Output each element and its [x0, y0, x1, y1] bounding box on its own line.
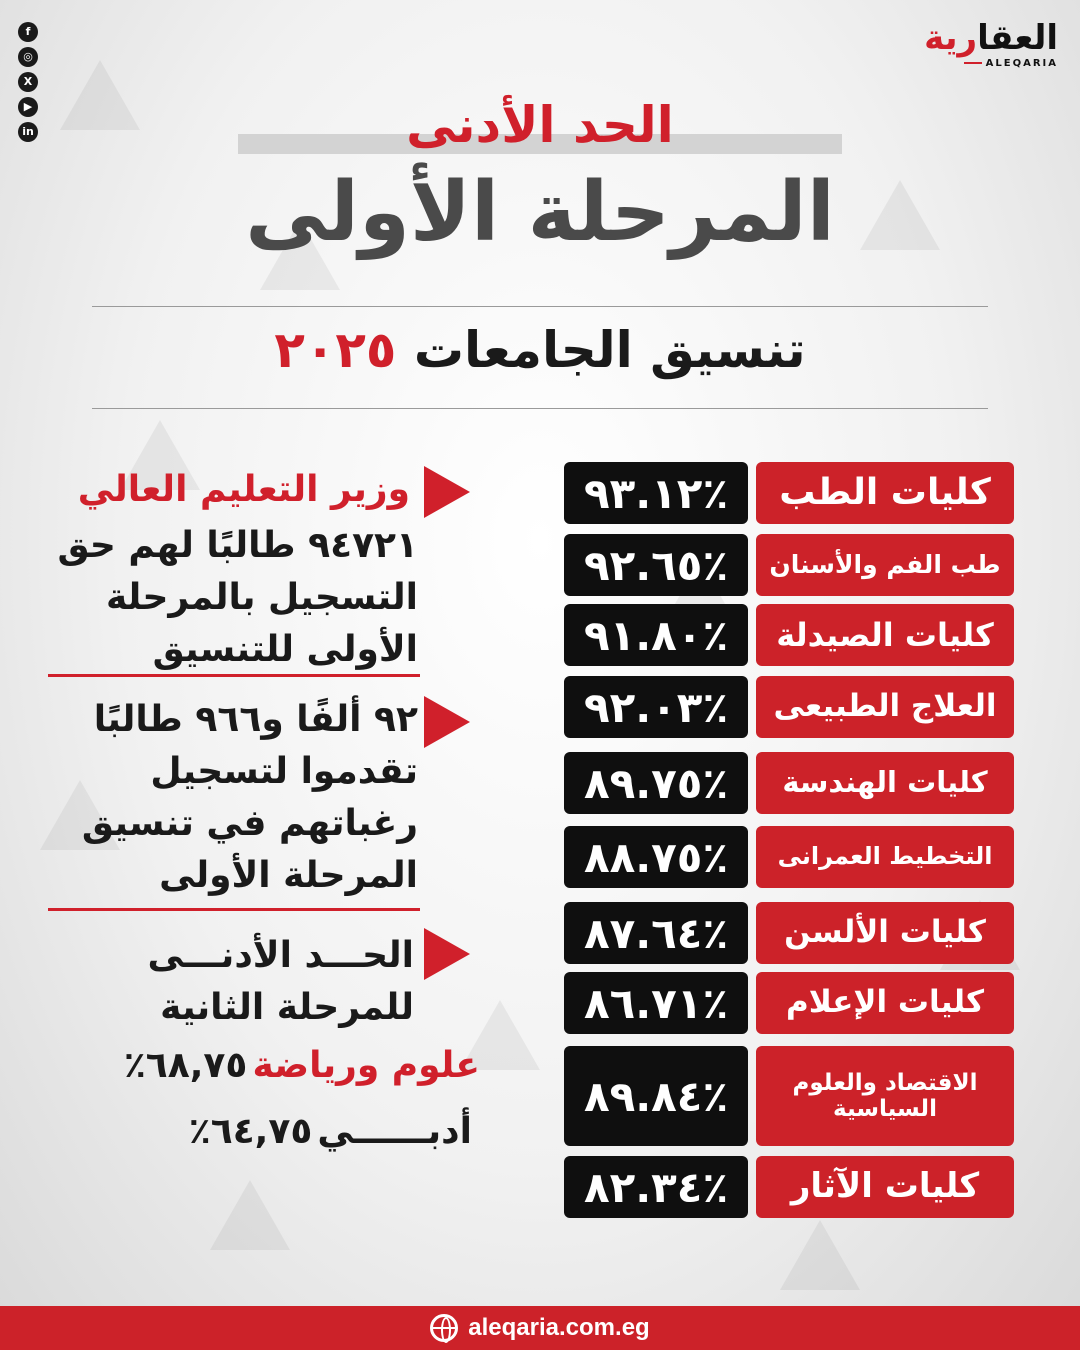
college-label: طب الفم والأسنان — [756, 534, 1014, 596]
percent-cell: ٪٨٦.٧١ — [564, 972, 748, 1034]
title-top: الحد الأدنى — [406, 96, 674, 154]
college-label: كليات الصيدلة — [756, 604, 1014, 666]
percent-cell: ٪٩٣.١٢ — [564, 462, 748, 524]
subtitle-year: ٢٠٢٥ — [274, 321, 397, 379]
college-label: كليات الهندسة — [756, 752, 1014, 814]
percent-cell: ٪٨٨.٧٥ — [564, 826, 748, 888]
college-label: التخطيط العمرانى — [756, 826, 1014, 888]
logo-text: العقا — [977, 18, 1058, 58]
college-label: كليات الألسن — [756, 902, 1014, 964]
footer-bar — [0, 1306, 1080, 1350]
college-label: كليات الآثار — [756, 1156, 1014, 1218]
applicants-note — [10, 694, 418, 902]
note-text: ٩٢ ألفًا و٩٦٦ طالبًا تقدموا لتسجيل رغباتهم في تنسيق المرحلة الأولى — [81, 699, 418, 896]
subtitle-text: تنسيق الجامعات — [413, 321, 806, 379]
percent-cell: ٪٩١.٨٠ — [564, 604, 748, 666]
subtitle — [0, 318, 1080, 382]
note-heading: الحـــد الأدنـــى للمرحلة الثانية — [147, 935, 414, 1028]
percent-cell: ٪٨٢.٣٤ — [564, 1156, 748, 1218]
logo-latin-text: ALEQARIA — [918, 58, 1058, 69]
red-arrow-icon — [424, 928, 470, 980]
percent-cell: ٪٨٧.٦٤ — [564, 902, 748, 964]
red-arrow-icon — [424, 466, 470, 518]
x-icon[interactable]: X — [18, 72, 38, 92]
divider — [92, 306, 988, 307]
linkedin-icon[interactable]: in — [18, 122, 38, 142]
instagram-icon[interactable]: ◎ — [18, 47, 38, 67]
note-text: ٩٤٧٢١ طالبًا لهم حق التسجيل بالمرحلة الأولى للتنسيق — [57, 525, 418, 670]
page-title: المرحلة الأولى — [245, 165, 835, 260]
literary-value: ٦٤,٧٥٪ — [188, 1111, 313, 1152]
percent-cell: ٪٨٩.٧٥ — [564, 752, 748, 814]
college-label: كليات الطب — [756, 462, 1014, 524]
literary-min-row — [10, 1106, 472, 1158]
separator — [48, 674, 420, 677]
red-arrow-icon — [424, 696, 470, 748]
college-label: العلاج الطبيعى — [756, 676, 1014, 738]
college-label: الاقتصاد والعلوم السياسية — [756, 1046, 1014, 1146]
globe-icon — [430, 1314, 458, 1342]
youtube-icon[interactable]: ▶ — [18, 97, 38, 117]
divider — [92, 408, 988, 409]
percent-cell: ٪٨٩.٨٤ — [564, 1046, 748, 1146]
percent-cell: ٪٩٢.٦٥ — [564, 534, 748, 596]
percent-cell: ٪٩٢.٠٣ — [564, 676, 748, 738]
facebook-icon[interactable]: f — [18, 22, 38, 42]
science-label: علوم ورياضة — [252, 1045, 480, 1086]
science-value: ٦٨,٧٥٪ — [123, 1045, 248, 1086]
logo-accent-text: رية — [924, 18, 978, 58]
science-min-row — [10, 1040, 480, 1092]
website-link[interactable]: aleqaria.com.eg — [468, 1314, 650, 1341]
college-label: كليات الإعلام — [756, 972, 1014, 1034]
note-heading: وزير التعليم العالي — [77, 469, 410, 510]
minister-note-body — [10, 520, 418, 676]
phase2-note — [10, 930, 414, 1034]
literary-label: أدبــــــي — [317, 1111, 472, 1152]
minister-note — [10, 465, 410, 515]
separator — [48, 908, 420, 911]
brand-logo — [918, 18, 1058, 69]
